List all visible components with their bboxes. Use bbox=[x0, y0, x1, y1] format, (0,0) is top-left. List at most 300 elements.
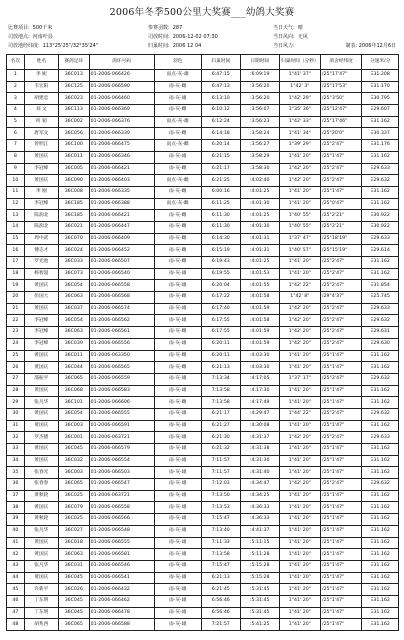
owner-name-cell: 李 刚 bbox=[24, 186, 58, 198]
table-row bbox=[7, 81, 399, 93]
arrival-min-sec-cell: 1°42' 20" bbox=[279, 432, 320, 444]
speed-cell: Ξ31.162 bbox=[362, 502, 399, 514]
arrival-time-cell: 6:21:17 bbox=[201, 163, 240, 175]
color-cell: 雨-灰-雄 bbox=[154, 619, 201, 631]
arrival-time-cell: 6:11:25 bbox=[201, 198, 240, 210]
table-row bbox=[7, 245, 399, 257]
rank-cell: 46 bbox=[7, 595, 25, 607]
arrival-min-sec-cell: 1°40' 57" bbox=[279, 245, 320, 257]
color-cell: 雨点-灰-雌 bbox=[154, 175, 201, 187]
date-time-cell: :4:34:47 bbox=[240, 479, 279, 491]
arrival-time-cell: 6:10:12 bbox=[201, 105, 240, 117]
rank-cell: 8 bbox=[7, 151, 25, 163]
date-time-cell: :4:03:30 bbox=[240, 350, 279, 362]
pigeon-ring-cell: 36C185 bbox=[58, 210, 89, 222]
arrival-time-cell: 6:00:16 bbox=[201, 186, 240, 198]
speed-cell: Ξ29.633 bbox=[362, 303, 399, 315]
ring-number-cell: 01-2006-066558 bbox=[89, 502, 154, 514]
pigeon-ring-cell: 36C023 bbox=[58, 93, 89, 105]
date-time-cell: :4:01:53 bbox=[240, 268, 279, 280]
arrival-min-sec-cell: 1°41' 20" bbox=[279, 397, 320, 409]
loft-coordinates-cell: /25°17'47" bbox=[321, 70, 362, 82]
arrival-time-cell: 6:21:30 bbox=[201, 432, 240, 444]
pigeon-ring-cell: 36C025 bbox=[58, 514, 89, 526]
color-cell: 雨-灰-雄 bbox=[154, 490, 201, 502]
arrival-min-sec-cell: 1°42' 20" bbox=[279, 315, 320, 327]
pigeon-ring-cell: 36C101 bbox=[58, 397, 89, 409]
rank-cell: 48 bbox=[7, 619, 25, 631]
field-label: 当日天气: bbox=[273, 25, 295, 31]
speed-cell: Ξ31.162 bbox=[362, 444, 399, 456]
arrival-time-cell: 6:20:11 bbox=[201, 338, 240, 350]
color-cell: 雨-灰-雌 bbox=[154, 245, 201, 257]
column-header: 日期时间 bbox=[240, 55, 279, 70]
loft-coordinates-cell: /25°2'47" bbox=[321, 432, 362, 444]
table-row bbox=[7, 93, 399, 105]
loft-coordinates-cell: /25°1'47" bbox=[321, 350, 362, 362]
ring-number-cell: 01-2006-066409 bbox=[89, 233, 154, 245]
table-row bbox=[7, 584, 399, 596]
field-label: 比赛项目: bbox=[8, 25, 30, 31]
rank-cell: 37 bbox=[7, 490, 25, 502]
rank-cell: 5 bbox=[7, 116, 25, 128]
pigeon-ring-cell: 36C054 bbox=[58, 315, 89, 327]
arrival-time-cell: 6:12:24 bbox=[201, 116, 240, 128]
arrival-time-cell: 7:13:58 bbox=[201, 385, 240, 397]
speed-cell: Ξ31.854 bbox=[362, 280, 399, 292]
speed-cell: Ξ29.633 bbox=[362, 233, 399, 245]
color-cell: 雨-灰-雌 bbox=[154, 350, 201, 362]
arrival-min-sec-cell: 1°42' 3" bbox=[279, 81, 320, 93]
date-time-cell: :4:01:31 bbox=[240, 245, 279, 257]
rank-cell: 45 bbox=[7, 584, 25, 596]
ring-number-cell: 01-2006-066421 bbox=[89, 163, 154, 175]
owner-name-cell: 罗杰德 bbox=[24, 432, 58, 444]
table-row bbox=[7, 362, 399, 374]
rank-cell: 12 bbox=[7, 198, 25, 210]
loft-coordinates-cell: /25°1'47" bbox=[321, 420, 362, 432]
ring-number-cell: 01-2006-063721 bbox=[89, 490, 154, 502]
table-header-row bbox=[7, 55, 399, 70]
table-row bbox=[7, 303, 399, 315]
field-label: 司放地点: bbox=[8, 34, 30, 40]
table-row bbox=[7, 221, 399, 233]
owner-name-cell: 彭国大 bbox=[24, 292, 58, 304]
date-time-cell: :4:01:30 bbox=[240, 221, 279, 233]
loft-coordinates-cell: /25°2'47" bbox=[321, 163, 362, 175]
rank-cell: 42 bbox=[7, 549, 25, 561]
date-time-cell: :4:01:31 bbox=[240, 233, 279, 245]
loft-coordinates-cell: /25°2'47" bbox=[321, 175, 362, 187]
ring-number-cell: 01-2006-066339 bbox=[89, 128, 154, 140]
color-cell: 雨-灰-雄 bbox=[154, 373, 201, 385]
loft-coordinates-cell: /25°1'47" bbox=[321, 385, 362, 397]
arrival-min-sec-cell: 1°37' 47" bbox=[279, 233, 320, 245]
date-time-cell: :4:02:40 bbox=[240, 175, 279, 187]
speed-cell: Ξ31.162 bbox=[362, 572, 399, 584]
ring-number-cell: 01-2006-066335 bbox=[89, 186, 154, 198]
rank-cell: 34 bbox=[7, 455, 25, 467]
owner-name-cell: 黄国庆 bbox=[24, 303, 58, 315]
rank-cell: 1 bbox=[7, 70, 25, 82]
owner-name-cell: 黄国庆 bbox=[24, 549, 58, 561]
color-cell: 雨-灰-雄 bbox=[154, 525, 201, 537]
arrival-time-cell: 6:20:04 bbox=[201, 280, 240, 292]
owner-name-cell: 黄国庆 bbox=[24, 537, 58, 549]
rank-cell: 6 bbox=[7, 128, 25, 140]
date-time-cell: :4:41:37 bbox=[240, 525, 279, 537]
arrival-time-cell: 6:47:15 bbox=[201, 70, 240, 82]
speed-cell: Ξ29.632 bbox=[362, 175, 399, 187]
table-row bbox=[7, 385, 399, 397]
speed-cell: Ξ31.162 bbox=[362, 362, 399, 374]
table-row bbox=[7, 432, 399, 444]
loft-coordinates-cell: /25°1'47" bbox=[321, 455, 362, 467]
date-time-cell: :3:56:07 bbox=[240, 105, 279, 117]
pigeon-ring-cell: 36C024 bbox=[58, 245, 89, 257]
pigeon-ring-cell: 36C065 bbox=[58, 373, 89, 385]
speed-cell: Ξ31.162 bbox=[362, 467, 399, 479]
table-row bbox=[7, 420, 399, 432]
loft-coordinates-cell: /25°1'47" bbox=[321, 362, 362, 374]
rank-cell: 9 bbox=[7, 163, 25, 175]
arrival-time-cell: 6:15:19 bbox=[201, 245, 240, 257]
ring-number-cell: 01-2006-066556 bbox=[89, 338, 154, 350]
rank-cell: 25 bbox=[7, 350, 25, 362]
arrival-time-cell: 7:13:53 bbox=[201, 502, 240, 514]
table-row bbox=[7, 373, 399, 385]
column-header: 分速米/分 bbox=[362, 55, 399, 70]
field-value: 河南叶县 bbox=[32, 34, 53, 40]
loft-coordinates-cell: /29°4'37" bbox=[321, 292, 362, 304]
date-time-cell: :4:01:58 bbox=[240, 292, 279, 304]
ring-number-cell: 01-2006-066447 bbox=[89, 221, 154, 233]
loft-coordinates-cell: /25°1'47" bbox=[321, 560, 362, 572]
ring-number-cell: 01-2006-066559 bbox=[89, 373, 154, 385]
date-time-cell: :3:56:20 bbox=[240, 81, 279, 93]
color-cell: 雨-灰-雄 bbox=[154, 502, 201, 514]
loft-coordinates-cell: /25°1'47" bbox=[321, 619, 362, 631]
table-body bbox=[7, 70, 399, 631]
ring-number-cell: 01-2006-066369 bbox=[89, 105, 154, 117]
color-cell: 雨-灰-雄 bbox=[154, 280, 201, 292]
color-cell: 雨-灰-雄 bbox=[154, 338, 201, 350]
ring-number-cell: 01-2006-066432 bbox=[89, 584, 154, 596]
arrival-min-sec-cell: 1°41' 20" bbox=[279, 385, 320, 397]
table-row bbox=[7, 140, 399, 152]
ring-number-cell: 01-2006-066421 bbox=[89, 210, 154, 222]
speed-cell: Ξ31.162 bbox=[362, 514, 399, 526]
date-time-cell: :5:31:45 bbox=[240, 607, 279, 619]
pigeon-ring-cell: 36C026 bbox=[58, 584, 89, 596]
field-label: 司放时间: bbox=[148, 34, 170, 40]
rank-cell: 47 bbox=[7, 607, 25, 619]
pigeon-ring-cell: 36C063 bbox=[58, 292, 89, 304]
pigeon-ring-cell: 36C090 bbox=[58, 175, 89, 187]
arrival-min-sec-cell: 1°41' 20" bbox=[279, 607, 320, 619]
pigeon-ring-cell: 36C073 bbox=[58, 268, 89, 280]
arrival-min-sec-cell: 1°41' 20" bbox=[279, 572, 320, 584]
arrival-min-sec-cell: 1°44' 22" bbox=[279, 408, 320, 420]
arrival-time-cell: 7:13:40 bbox=[201, 525, 240, 537]
owner-name-cell: 李 妮 bbox=[24, 70, 58, 82]
owner-name-cell: 张春光 bbox=[24, 467, 58, 479]
date-time-cell: :4:30:08 bbox=[240, 420, 279, 432]
arrival-time-cell: 6:19:55 bbox=[201, 268, 240, 280]
arrival-time-cell: 7:12:03 bbox=[201, 479, 240, 491]
color-cell: 雨-灰-雄 bbox=[154, 432, 201, 444]
table-row bbox=[7, 210, 399, 222]
arrival-min-sec-cell: 1°39' 29" bbox=[279, 140, 320, 152]
rank-cell: 28 bbox=[7, 385, 25, 397]
color-cell: 雨-灰-雌 bbox=[154, 292, 201, 304]
document-title: 2006年冬季500公里大奖赛___幼鸽大奖赛 bbox=[109, 7, 295, 18]
date-time-cell: :3:56:27 bbox=[240, 140, 279, 152]
table-row bbox=[7, 549, 399, 561]
loft-coordinates-cell: /25°1'47" bbox=[321, 572, 362, 584]
owner-name-cell: 杨智超 bbox=[24, 268, 58, 280]
table-row bbox=[7, 350, 399, 362]
owner-name-cell: 李冠峰 bbox=[24, 163, 58, 175]
arrival-min-sec-cell: 1°41' 20" bbox=[279, 549, 320, 561]
owner-name-cell: 黄秋轮 bbox=[24, 514, 58, 526]
speed-cell: Ξ31.162 bbox=[362, 385, 399, 397]
pigeon-ring-cell: 36C027 bbox=[58, 525, 89, 537]
table-row bbox=[7, 198, 399, 210]
date-time-cell: :6:09:19 bbox=[240, 70, 279, 82]
loft-coordinates-cell: /25°2'47" bbox=[321, 373, 362, 385]
field-value: 500千米 bbox=[32, 25, 53, 31]
arrival-time-cell: 6:17:40 bbox=[201, 303, 240, 315]
arrival-min-sec-cell: 1°41' 20" bbox=[279, 595, 320, 607]
table-row bbox=[7, 338, 399, 350]
date-time-cell: :4:36:33 bbox=[240, 502, 279, 514]
owner-name-cell: 黄国庆 bbox=[24, 385, 58, 397]
ring-number-cell: 01-2006-066588 bbox=[89, 619, 154, 631]
loft-coordinates-cell: /25°1'47" bbox=[321, 525, 362, 537]
arrival-time-cell: 6:21:45 bbox=[201, 584, 240, 596]
speed-cell: Ξ31.162 bbox=[362, 619, 399, 631]
table-row bbox=[7, 292, 399, 304]
color-cell: 雨-灰-雄 bbox=[154, 408, 201, 420]
loft-coordinates-cell: /25°2'21" bbox=[321, 210, 362, 222]
table-row bbox=[7, 70, 399, 82]
arrival-min-sec-cell: 1°41' 20" bbox=[279, 257, 320, 269]
arrival-min-sec-cell: 1°42' 20" bbox=[279, 479, 320, 491]
ring-number-cell: 01-2006-066581 bbox=[89, 549, 154, 561]
arrival-time-cell: 6:21:15 bbox=[201, 151, 240, 163]
ring-number-cell: 01-2006-066346 bbox=[89, 151, 154, 163]
rank-cell: 23 bbox=[7, 327, 25, 339]
column-header: 归巢时间 bbox=[201, 55, 240, 70]
color-cell: 雨-灰-雄 bbox=[154, 467, 201, 479]
arrival-time-cell: 6:56:46 bbox=[201, 607, 240, 619]
ring-number-cell: 01-2006-066541 bbox=[89, 572, 154, 584]
date-time-cell: :4:31:30 bbox=[240, 455, 279, 467]
color-cell: 雨-灰-雌 bbox=[154, 186, 201, 198]
date-time-cell: :5:15:28 bbox=[240, 560, 279, 572]
pigeon-ring-cell: 36C045 bbox=[58, 607, 89, 619]
arrival-time-cell: 6:21:17 bbox=[201, 408, 240, 420]
owner-name-cell: 黄国庆 bbox=[24, 175, 58, 187]
speed-cell: Ξ29.632 bbox=[362, 373, 399, 385]
pigeon-ring-cell: 36C018 bbox=[58, 537, 89, 549]
rank-cell: 31 bbox=[7, 420, 25, 432]
ring-number-cell: 01-2006-066554 bbox=[89, 455, 154, 467]
date-time-cell: :4:01:59 bbox=[240, 338, 279, 350]
field-label: 参赛羽数: bbox=[148, 25, 170, 31]
arrival-min-sec-cell: 1°41' 20" bbox=[279, 584, 320, 596]
arrival-time-cell: 7:13:58 bbox=[201, 549, 240, 561]
ring-number-cell: 01-2006-066426 bbox=[89, 70, 154, 82]
table-row bbox=[7, 455, 399, 467]
pigeon-ring-cell: 36C185 bbox=[58, 198, 89, 210]
arrival-time-cell: 6:17:22 bbox=[201, 292, 240, 304]
ring-number-cell: 01-2006-066591 bbox=[89, 420, 154, 432]
arrival-time-cell: 7:21:57 bbox=[201, 619, 240, 631]
owner-name-cell: 黄国庆 bbox=[24, 572, 58, 584]
color-cell: 雨-灰-雄 bbox=[154, 584, 201, 596]
rank-cell: 16 bbox=[7, 245, 25, 257]
loft-coordinates-cell: /25°1'47" bbox=[321, 607, 362, 619]
speed-cell: Ξ30.795 bbox=[362, 93, 399, 105]
pigeon-ring-cell: 36C021 bbox=[58, 221, 89, 233]
pigeon-ring-cell: 36C045 bbox=[58, 444, 89, 456]
race-info-field bbox=[8, 33, 148, 42]
color-cell: 雨-灰-雄 bbox=[154, 151, 201, 163]
arrival-time-cell: 6:20:14 bbox=[201, 140, 240, 152]
rank-cell: 41 bbox=[7, 537, 25, 549]
speed-cell: Ξ31.162 bbox=[362, 455, 399, 467]
arrival-time-cell: 6:21:13 bbox=[201, 572, 240, 584]
arrival-min-sec-cell: 1°42' 20" bbox=[279, 175, 320, 187]
ring-number-cell: 01-2006-066583 bbox=[89, 385, 154, 397]
table-row bbox=[7, 525, 399, 537]
loft-coordinates-cell: /25°15'19" bbox=[321, 245, 362, 257]
ring-number-cell: 01-2006-066555 bbox=[89, 408, 154, 420]
arrival-min-sec-cell: 1°42' 22" bbox=[279, 280, 320, 292]
arrival-min-sec-cell: 1°41' 20" bbox=[279, 537, 320, 549]
field-value: 287 bbox=[172, 25, 183, 31]
color-cell: 雨-灰-雌 bbox=[154, 327, 201, 339]
arrival-min-sec-cell: 1°42' 8" bbox=[279, 292, 320, 304]
owner-name-cell: 丁东明 bbox=[24, 607, 58, 619]
ring-number-cell: 01-2006-066561 bbox=[89, 327, 154, 339]
pigeon-ring-cell: 36C032 bbox=[58, 455, 89, 467]
pigeon-ring-cell: 36C005 bbox=[58, 163, 89, 175]
owner-name-cell: 李冠峰 bbox=[24, 327, 58, 339]
date-time-cell: :4:17:30 bbox=[240, 385, 279, 397]
table-row bbox=[7, 175, 399, 187]
race-info bbox=[8, 24, 400, 51]
speed-cell: Ξ31.162 bbox=[362, 198, 399, 210]
owner-name-cell: 胡兆西 bbox=[24, 619, 58, 631]
ring-number-cell: 01-2006-066566 bbox=[89, 514, 154, 526]
color-cell: 雨-灰-雄 bbox=[154, 315, 201, 327]
speed-cell: Ξ31.162 bbox=[362, 560, 399, 572]
color-cell: 雨-灰-雌 bbox=[154, 397, 201, 409]
loft-coordinates-cell: /25°17'53" bbox=[321, 81, 362, 93]
color-cell: 雨-灰-雄 bbox=[154, 455, 201, 467]
date-time-cell: :5:41:25 bbox=[240, 619, 279, 631]
arrival-time-cell: 6:21:13 bbox=[201, 362, 240, 374]
arrival-min-sec-cell: 1°40' 55" bbox=[279, 221, 320, 233]
arrival-min-sec-cell: 1°41' 37" bbox=[279, 70, 320, 82]
date-time-cell: :4:34:25 bbox=[240, 490, 279, 502]
table-row bbox=[7, 490, 399, 502]
ring-number-cell: 01-2006-066475 bbox=[89, 140, 154, 152]
rank-cell: 2 bbox=[7, 81, 25, 93]
table-row bbox=[7, 537, 399, 549]
arrival-min-sec-cell: 1°41' 20" bbox=[279, 560, 320, 572]
loft-coordinates-cell: /25°2'47" bbox=[321, 280, 362, 292]
rank-cell: 27 bbox=[7, 373, 25, 385]
speed-cell: Ξ31.162 bbox=[362, 186, 399, 198]
owner-name-cell: 张凡华 bbox=[24, 397, 58, 409]
speed-cell: Ξ29.632 bbox=[362, 479, 399, 491]
pigeon-ring-cell: 36C045 bbox=[58, 595, 89, 607]
loft-coordinates-cell: /25°1'47" bbox=[321, 490, 362, 502]
date-time-cell: :5:11:28 bbox=[240, 549, 279, 561]
speed-cell: Ξ30.922 bbox=[362, 221, 399, 233]
loft-coordinates-cell: /25°18'19" bbox=[321, 233, 362, 245]
owner-name-cell: 何 韧 bbox=[24, 116, 58, 128]
owner-name-cell: 黄秋轮 bbox=[24, 490, 58, 502]
color-cell: 雨-灰-雄 bbox=[154, 444, 201, 456]
rank-cell: 13 bbox=[7, 210, 25, 222]
rank-cell: 22 bbox=[7, 315, 25, 327]
ring-number-cell: 01-2006-066606 bbox=[89, 397, 154, 409]
owner-name-cell: 陈润北 bbox=[24, 221, 58, 233]
ring-number-cell: 01-2006-066555 bbox=[89, 537, 154, 549]
arrival-min-sec-cell: 1°41' 20" bbox=[279, 525, 320, 537]
speed-cell: Ξ29.632 bbox=[362, 315, 399, 327]
arrival-time-cell: 6:11:30 bbox=[201, 221, 240, 233]
pigeon-ring-cell: 36C039 bbox=[58, 338, 89, 350]
date-time-cell: :4:01:25 bbox=[240, 257, 279, 269]
ring-number-cell: 01-2006-066562 bbox=[89, 315, 154, 327]
date-time-cell: :4:36:33 bbox=[240, 514, 279, 526]
ring-number-cell: 01-2006-063721 bbox=[89, 432, 154, 444]
rank-cell: 32 bbox=[7, 432, 25, 444]
arrival-min-sec-cell: 1°40' 55" bbox=[279, 210, 320, 222]
ring-number-cell: 01-2006-066558 bbox=[89, 280, 154, 292]
date-time-cell: :4:01:59 bbox=[240, 303, 279, 315]
results-table bbox=[6, 54, 399, 631]
arrival-time-cell: 6:11:30 bbox=[201, 210, 240, 222]
pigeon-ring-cell: 36C025 bbox=[58, 490, 89, 502]
speed-cell: Ξ31.208 bbox=[362, 70, 399, 82]
loft-coordinates-cell: /25°2'47" bbox=[321, 338, 362, 350]
arrival-time-cell: 7:13:50 bbox=[201, 490, 240, 502]
rank-cell: 33 bbox=[7, 444, 25, 456]
loft-coordinates-cell: /25°1'47" bbox=[321, 186, 362, 198]
arrival-min-sec-cell: 1°35' 36" bbox=[279, 105, 320, 117]
color-cell: 雨-灰-雄 bbox=[154, 595, 201, 607]
ring-number-cell: 01-2006-066403 bbox=[89, 175, 154, 187]
arrival-min-sec-cell: 1°41' 20" bbox=[279, 467, 320, 479]
pigeon-ring-cell: 36C054 bbox=[58, 408, 89, 420]
speed-cell: Ξ29.614 bbox=[362, 245, 399, 257]
pigeon-ring-cell: 36C037 bbox=[58, 303, 89, 315]
owner-name-cell: 李冠峰 bbox=[24, 315, 58, 327]
owner-name-cell: 周中武 bbox=[24, 233, 58, 245]
arrival-time-cell: 6:14:30 bbox=[201, 233, 240, 245]
owner-name-cell: 丁东明 bbox=[24, 595, 58, 607]
pigeon-ring-cell: 36C100 bbox=[58, 140, 89, 152]
speed-cell: Ξ31.176 bbox=[362, 140, 399, 152]
rank-cell: 44 bbox=[7, 572, 25, 584]
